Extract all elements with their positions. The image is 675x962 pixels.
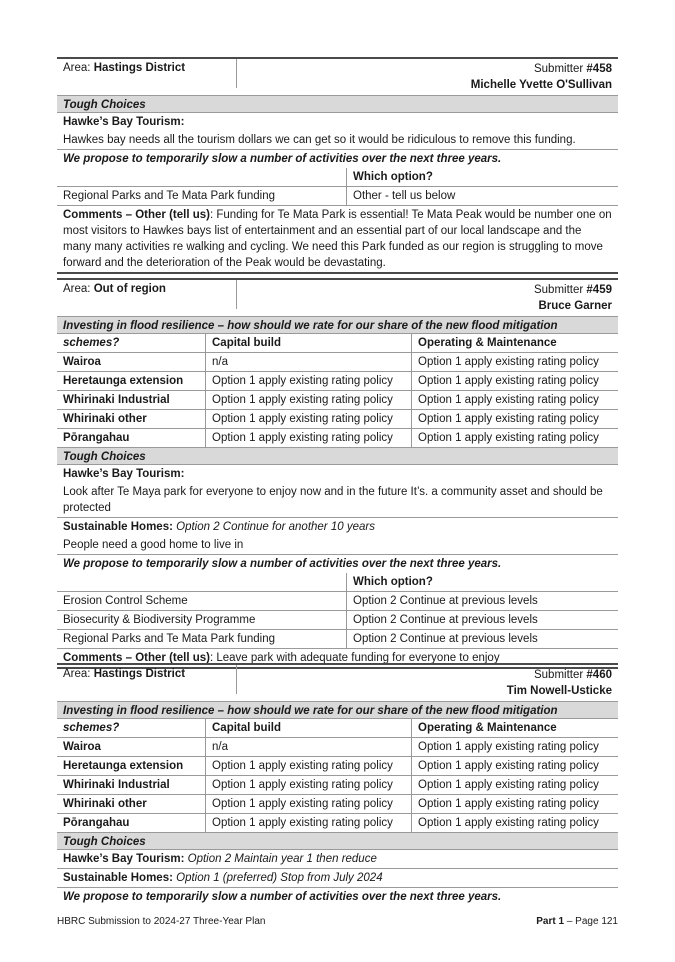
section-heading: Tough Choices bbox=[57, 96, 618, 113]
page-number: Part 1 – Page 121 bbox=[536, 916, 618, 927]
submitter-name: Bruce Garner bbox=[538, 300, 612, 312]
question-title: We propose to temporarily slow a number of activities over the next three years. bbox=[63, 153, 502, 165]
submitter-number: #458 bbox=[586, 63, 612, 75]
table-row: Wairoa n/a Option 1 apply existing rating policy bbox=[57, 353, 618, 372]
submitter-name: Michelle Yvette O'Sullivan bbox=[470, 79, 612, 91]
comments: Comments – Other (tell us): Funding for Te Mata Park is essential! Te Mata Peak would be number one on most visitors to Hawkes bays list of entertainment and an essential part of our local landscape and the many many activities re walking and cycling. We need this Park funded as our region is struggling to move forward and the deterioration of the Peak would be devastating. bbox=[57, 206, 618, 274]
submission-460 bbox=[57, 663, 618, 906]
answer-text: Hawkes bay needs all the tourism dollars we can get so it would be ridiculous to remove this funding. bbox=[57, 131, 618, 150]
area-value: Out of region bbox=[93, 283, 166, 295]
table-row: Heretaunga extension Option 1 apply existing rating policy Option 1 apply existing rating policy bbox=[57, 372, 618, 391]
answer-row: Sustainable Homes: Option 1 (preferred) Stop from July 2024 bbox=[57, 869, 618, 888]
question-title: Hawke’s Bay Tourism: bbox=[63, 116, 185, 128]
section-heading: Tough Choices bbox=[57, 833, 618, 850]
area-cell: Area: Hastings District bbox=[57, 59, 237, 88]
table-row: Whirinaki Industrial Option 1 apply existing rating policy Option 1 apply existing rating policy bbox=[57, 776, 618, 795]
page-footer bbox=[57, 916, 618, 927]
table-row: Whirinaki other Option 1 apply existing rating policy Option 1 apply existing rating policy bbox=[57, 410, 618, 429]
question-title: Hawke’s Bay Tourism: bbox=[63, 468, 185, 480]
table-header-row: Which option? bbox=[57, 168, 618, 187]
table-row: Pōrangahau Option 1 apply existing rating policy Option 1 apply existing rating policy bbox=[57, 429, 618, 448]
submitter-number: #459 bbox=[586, 284, 612, 296]
submission-header bbox=[57, 663, 618, 702]
section-heading: Investing in flood resilience – how should we rate for our share of the new flood mitigation schemes? bbox=[57, 702, 618, 719]
area-cell: Area: Out of region bbox=[57, 280, 237, 309]
submission-header bbox=[57, 57, 618, 96]
question-title: Sustainable Homes: Option 2 Continue for another 10 years bbox=[63, 521, 375, 533]
answer-text: People need a good home to live in bbox=[57, 536, 618, 555]
table-row: Heretaunga extension Option 1 apply existing rating policy Option 1 apply existing rating policy bbox=[57, 757, 618, 776]
answer-row: Hawke’s Bay Tourism: Option 2 Maintain year 1 then reduce bbox=[57, 850, 618, 869]
area-value: Hastings District bbox=[93, 62, 186, 74]
submitter-number: #460 bbox=[586, 669, 612, 681]
comments: Comments – Other (tell us): Leave park with adequate funding for everyone to enjoy bbox=[57, 649, 618, 669]
question-title: We propose to temporarily slow a number of activities over the next three years. bbox=[63, 891, 502, 903]
table-header-row: Which option? bbox=[57, 573, 618, 592]
table-row: Whirinaki other Option 1 apply existing rating policy Option 1 apply existing rating policy bbox=[57, 795, 618, 814]
table-row: Pōrangahau Option 1 apply existing rating policy Option 1 apply existing rating policy bbox=[57, 814, 618, 833]
table-row: Wairoa n/a Option 1 apply existing rating policy bbox=[57, 738, 618, 757]
submission-header bbox=[57, 278, 618, 317]
table-row: Whirinaki Industrial Option 1 apply existing rating policy Option 1 apply existing rating policy bbox=[57, 391, 618, 410]
submitter-cell: Submitter #460 Tim Nowell-Usticke bbox=[506, 669, 612, 697]
area-value: Hastings District bbox=[93, 668, 186, 680]
table-row: Biosecurity & Biodiversity Programme Option 2 Continue at previous levels bbox=[57, 611, 618, 630]
table-header-row: Capital build Operating & Maintenance bbox=[57, 334, 618, 353]
section-heading: Tough Choices bbox=[57, 448, 618, 465]
table-header-row: Capital build Operating & Maintenance bbox=[57, 719, 618, 738]
table-row: Erosion Control Scheme Option 2 Continue at previous levels bbox=[57, 592, 618, 611]
table-row: Regional Parks and Te Mata Park funding Option 2 Continue at previous levels bbox=[57, 630, 618, 649]
area-cell: Area: Hastings District bbox=[57, 665, 237, 694]
answer-text: Look after Te Maya park for everyone to enjoy now and in the future It’s. a community asset and should be protected bbox=[57, 483, 618, 518]
submitter-cell: Submitter #458 Michelle Yvette O'Sullivan bbox=[470, 63, 612, 91]
section-heading: Investing in flood resilience – how should we rate for our share of the new flood mitigation schemes? bbox=[57, 317, 618, 334]
submitter-name: Tim Nowell-Usticke bbox=[506, 685, 612, 697]
table-row: Regional Parks and Te Mata Park funding Other - tell us below bbox=[57, 187, 618, 206]
footer-title: HBRC Submission to 2024-27 Three-Year Plan bbox=[57, 916, 266, 927]
submitter-cell: Submitter #459 Bruce Garner bbox=[533, 284, 612, 312]
submission-458 bbox=[57, 57, 618, 274]
question-title: We propose to temporarily slow a number of activities over the next three years. bbox=[63, 558, 502, 570]
submission-459 bbox=[57, 278, 618, 669]
